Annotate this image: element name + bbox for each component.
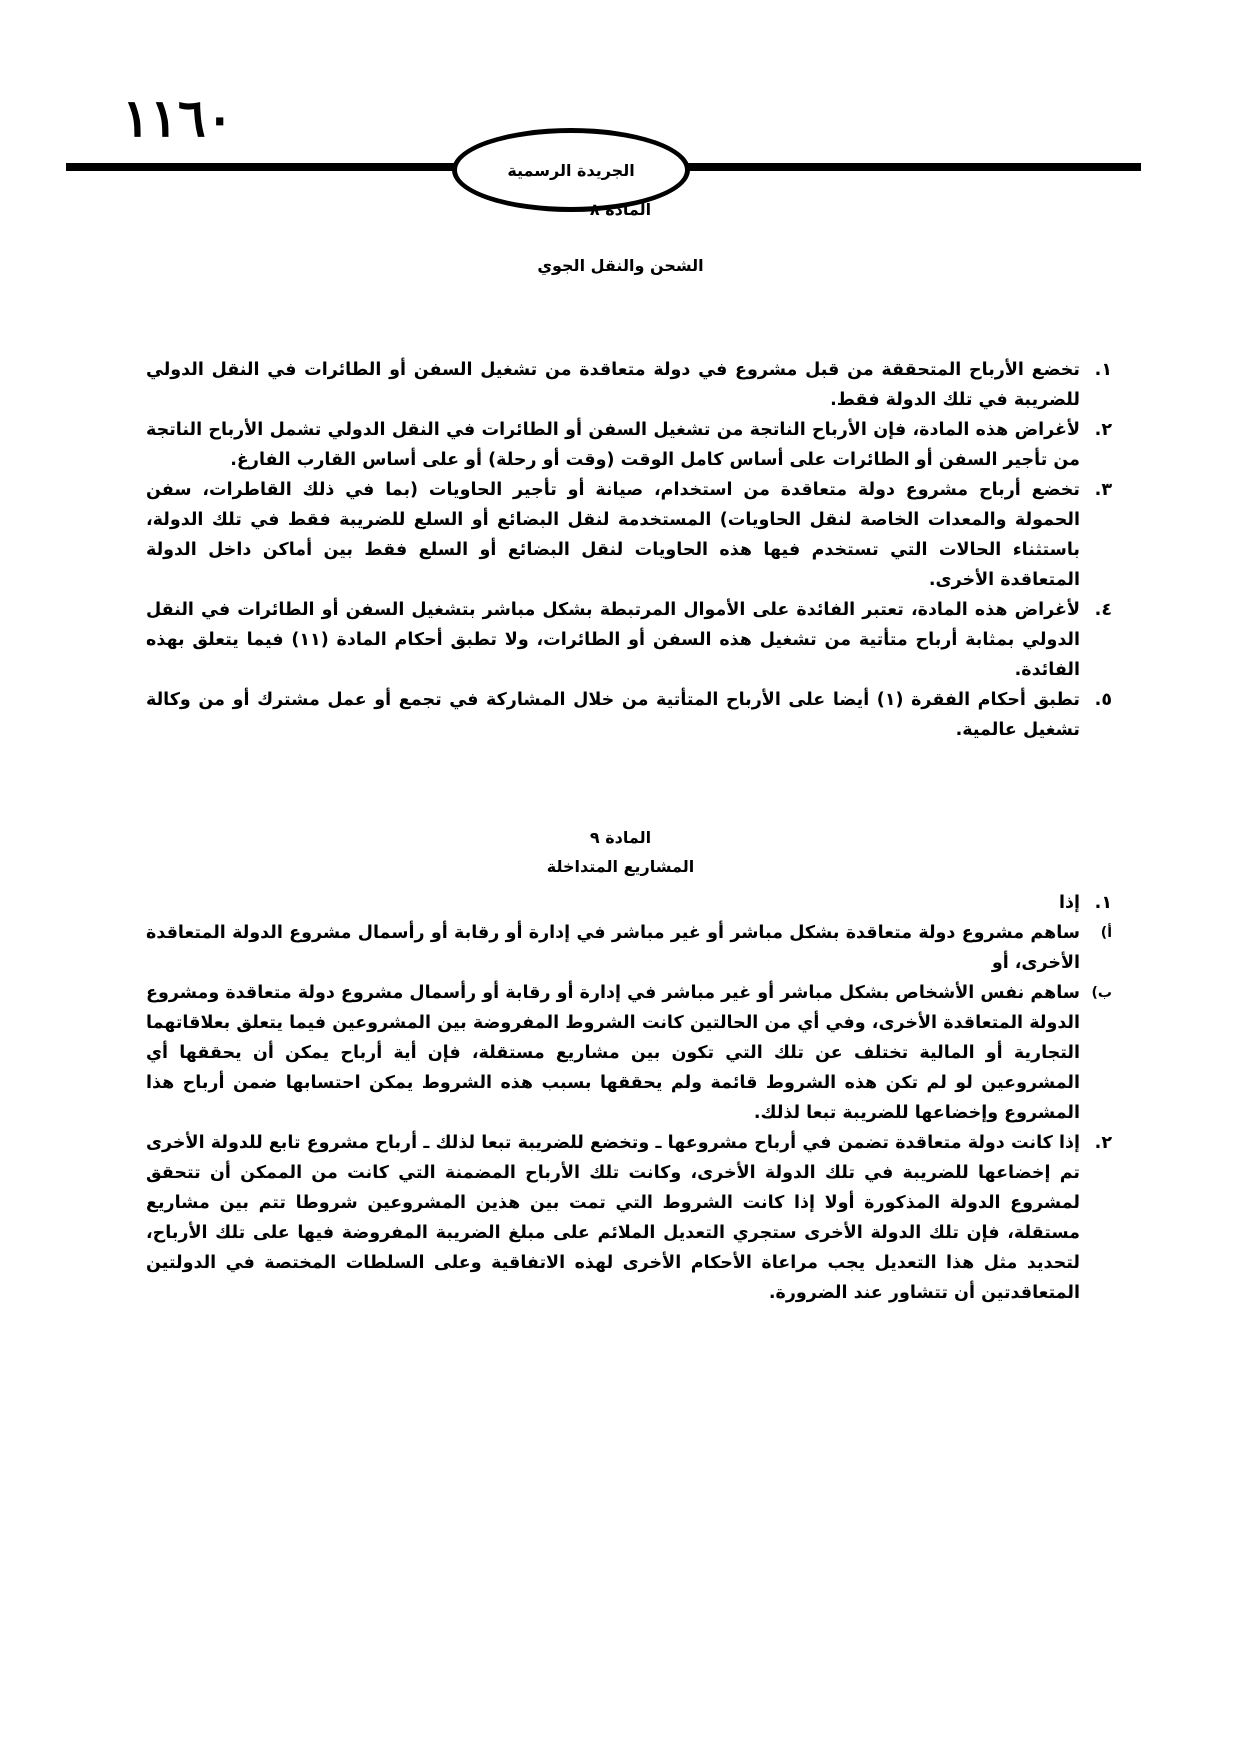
page-number: ١١٦٠: [122, 88, 234, 149]
subitem-letter: أ): [1100, 925, 1112, 941]
item-number: ٤.: [1094, 600, 1112, 620]
article-9-subitem: [146, 978, 1112, 1128]
article-9-subitem: [146, 918, 1112, 978]
article-9-body: [146, 888, 1112, 1308]
gazette-title: الجريدة الرسمية: [507, 160, 635, 180]
item-lead: إذا: [1059, 893, 1080, 913]
article-8-item: [146, 475, 1112, 595]
item-text: لأغراض هذه المادة، تعتبر الفائدة على الأموال المرتبطة بشكل مباشر بتشغيل السفن أو الطائرات في النقل الدولي بمثابة أرباح متأتية من تشغيل هذه السفن أو الطائرات، ولا تطبق أحكام المادة (١١) فيما يتعلق بهذه الفائدة.: [146, 600, 1080, 680]
article-8-item: [146, 355, 1112, 415]
article-8-item: [146, 595, 1112, 685]
item-number: ٢.: [1094, 420, 1112, 440]
article-9-title: المادة ٩: [589, 828, 652, 847]
article-8-body: [146, 355, 1112, 745]
item-number: ١.: [1094, 360, 1112, 380]
item-text: لأغراض هذه المادة، فإن الأرباح الناتجة من تشغيل السفن أو الطائرات في النقل الدولي تشمل الأرباح الناتجة من تأجير السفن أو الطائرات على أساس كامل الوقت (وقت أو رحلة) أو على أساس القارب الفارغ.: [146, 420, 1080, 470]
item-number: ٥.: [1094, 690, 1112, 710]
subitem-text: ساهم نفس الأشخاص بشكل مباشر أو غير مباشر في إدارة أو رقابة أو رأسمال مشروع دولة متعاقدة ومشروع الدولة المتعاقدة الأخرى، وفي أي من الحالتين كانت الشروط المفروضة بين المشروعين فيما يتعلق بعلاقاتهما التجارية أو المالية تختلف عن تلك التي تكون بين مشاريع مستقلة، فإن أية أرباح يمكن أن يحققها أي المشروعين لو لم تكن هذه الشروط قائمة ولم يحققها بسبب هذه الشروط يمكن احتسابها ضمن أرباح هذا المشروع وإخضاعها للضريبة تبعا لذلك.: [146, 983, 1080, 1123]
item-number: ٣.: [1094, 480, 1112, 500]
article-9-item-1: [146, 888, 1112, 918]
subitem-text: ساهم مشروع دولة متعاقدة بشكل مباشر أو غير مباشر في إدارة أو رقابة أو رأسمال مشروع الدولة المتعاقدة الأخرى، أو: [146, 923, 1080, 973]
article-9-item-2: [146, 1128, 1112, 1308]
item-text: إذا كانت دولة متعاقدة تضمن في أرباح مشروعها ـ وتخضع للضريبة تبعا لذلك ـ أرباح مشروع تابع للدولة الأخرى تم إخضاعها للضريبة في تلك الدولة الأخرى، وكانت تلك الأرباح المضمنة التي كانت من الممكن أن تتحقق لمشروع الدولة المذكورة أولا إذا كانت الشروط التي تمت بين هذين المشروعين شروطا تتم بين مشاريع مستقلة، فإن تلك الدولة الأخرى ستجري التعديل الملائم على مبلغ الضريبة المفروضة فيها على تلك الأرباح، لتحديد مثل هذا التعديل يجب مراعاة الأحكام الأخرى لهذه الاتفاقية وعلى السلطات المختصة في الدولتين المتعاقدتين أن تتشاور عند الضرورة.: [146, 1133, 1080, 1303]
article-8-subtitle: الشحن والنقل الجوي: [537, 256, 704, 275]
item-text: تخضع أرباح مشروع دولة متعاقدة من استخدام، صيانة أو تأجير الحاويات (بما في ذلك القاطرات، سفن الحمولة والمعدات الخاصة لنقل الحاويات) المستخدمة لنقل البضائع أو السلع للضريبة فقط في تلك الدولة، باستثناء الحالات التي تستخدم فيها هذه الحاويات لنقل البضائع أو السلع فقط بين أماكن داخل الدولة المتعاقدة الأخرى.: [146, 480, 1080, 590]
article-8-title: المادة ٨: [589, 200, 652, 219]
article-8-item: [146, 685, 1112, 745]
item-text: تطبق أحكام الفقرة (١) أيضا على الأرباح المتأتية من خلال المشاركة في تجمع أو عمل مشترك أو من وكالة تشغيل عالمية.: [146, 690, 1080, 740]
article-8-item: [146, 415, 1112, 475]
subitem-letter: ب): [1091, 985, 1112, 1001]
item-text: تخضع الأرباح المتحققة من قبل مشروع في دولة متعاقدة من تشغيل السفن أو الطائرات في النقل الدولي للضريبة في تلك الدولة فقط.: [146, 360, 1080, 410]
item-number: ١.: [1094, 893, 1112, 913]
item-number: ٢.: [1094, 1133, 1112, 1153]
article-9-subtitle: المشاريع المتداخلة: [546, 857, 695, 876]
